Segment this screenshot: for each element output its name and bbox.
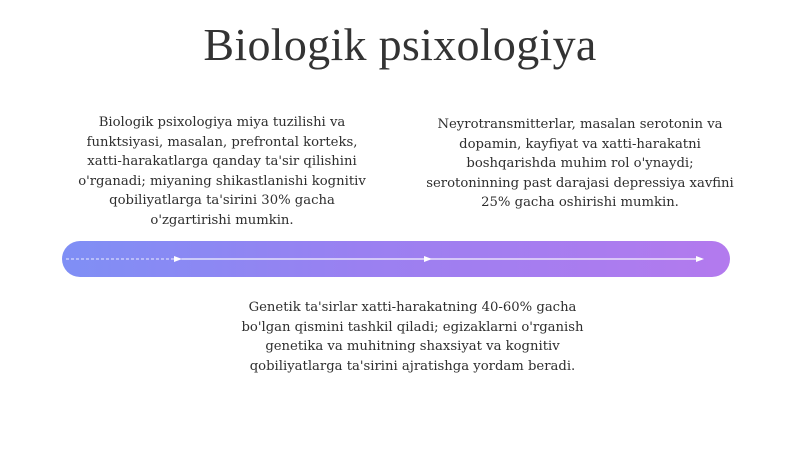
arrow-head-3-icon [696,256,704,262]
page-title: Biologik psixologiya [203,19,597,70]
timeline-arrows [62,241,730,277]
arrow-head-2-icon [424,256,432,262]
timeline-bar [62,241,730,277]
text-block-genetics: Genetik ta'sirlar xatti-harakatning 40-60% gacha bo'lgan qismini tashkil qiladi; egizaklarni o'rganish genetika va muhitning shaxsiyat va kognitiv qobiliyatlarga ta'sirini ajratishga yordam beradi. [241,300,584,374]
text-block-brain-structure: Biologik psixologiya miya tuzilishi va funktsiyasi, masalan, prefrontal korteks, xatti-harakatlarga qanday ta'sir qilishini o'rganadi; miyaning shikastlanishi kognitiv qobiliyatlarga ta'sirini 30% gacha o'zgartirishi mumkin. [78,115,366,228]
text-block-neurotransmitters: Neyrotransmitterlar, masalan serotonin va dopamin, kayfiyat va xatti-harakatni boshqarishda muhim rol o'ynaydi; serotoninning past darajasi depressiya xavfini 25% gacha oshirishi mumkin. [426,117,734,210]
arrow-head-1-icon [174,256,182,262]
